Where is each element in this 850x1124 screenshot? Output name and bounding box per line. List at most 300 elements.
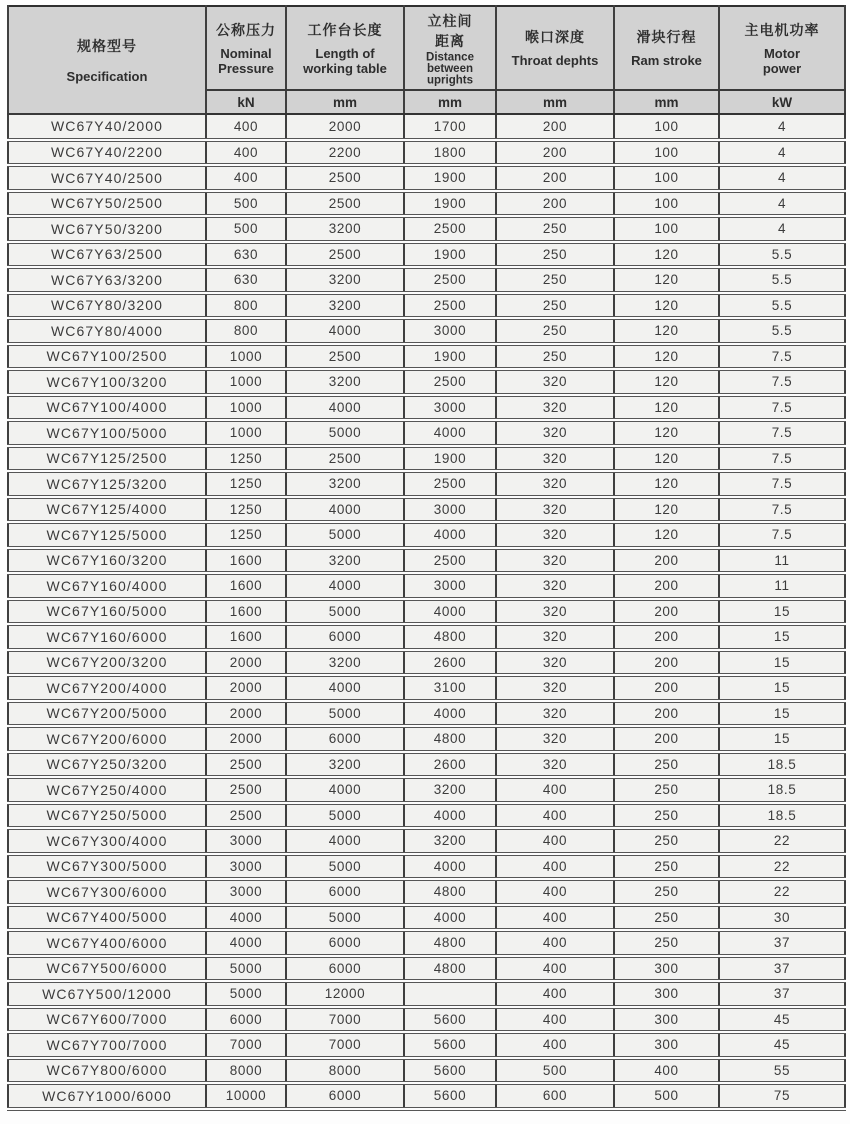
spec-model-cell: WC67Y200/4000 xyxy=(8,675,206,701)
value-cell: 400 xyxy=(496,981,614,1007)
value-cell: 100 xyxy=(614,216,719,242)
value-cell: 11 xyxy=(719,573,845,599)
value-cell: 200 xyxy=(496,140,614,166)
spec-model-cell: WC67Y100/2500 xyxy=(8,344,206,370)
value-cell: 1600 xyxy=(206,599,286,625)
table-row xyxy=(8,446,845,472)
table-row xyxy=(8,242,845,268)
value-cell: 7.5 xyxy=(719,369,845,395)
spec-model-cell: WC67Y40/2000 xyxy=(8,114,206,140)
value-cell: 3000 xyxy=(404,573,496,599)
unit-nominal-pressure: kN xyxy=(206,90,286,114)
value-cell: 320 xyxy=(496,471,614,497)
value-cell: 2500 xyxy=(286,344,404,370)
value-cell: 2500 xyxy=(206,777,286,803)
value-cell: 30 xyxy=(719,905,845,931)
value-cell: 400 xyxy=(496,956,614,982)
col-header-specification-cn: 规格型号 xyxy=(77,37,137,54)
value-cell: 5600 xyxy=(404,1058,496,1084)
value-cell: 5000 xyxy=(286,522,404,548)
table-row xyxy=(8,522,845,548)
spec-table xyxy=(7,5,846,1111)
value-cell: 3200 xyxy=(286,650,404,676)
value-cell: 4000 xyxy=(286,777,404,803)
table-row xyxy=(8,114,845,140)
value-cell: 1250 xyxy=(206,522,286,548)
value-cell: 400 xyxy=(496,879,614,905)
value-cell: 1600 xyxy=(206,624,286,650)
value-cell: 4000 xyxy=(404,522,496,548)
value-cell: 7000 xyxy=(206,1032,286,1058)
table-row xyxy=(8,548,845,574)
table-row xyxy=(8,191,845,217)
value-cell: 630 xyxy=(206,242,286,268)
spec-model-cell: WC67Y1000/6000 xyxy=(8,1083,206,1109)
value-cell: 3200 xyxy=(286,216,404,242)
value-cell: 4 xyxy=(719,191,845,217)
value-cell: 2500 xyxy=(404,293,496,319)
col-header-throat-depth xyxy=(496,6,614,90)
value-cell: 55 xyxy=(719,1058,845,1084)
value-cell: 4000 xyxy=(404,701,496,727)
col-header-table-length xyxy=(286,6,404,90)
value-cell: 400 xyxy=(206,114,286,140)
value-cell: 400 xyxy=(496,1007,614,1033)
spec-model-cell: WC67Y250/4000 xyxy=(8,777,206,803)
value-cell: 320 xyxy=(496,752,614,778)
value-cell: 7.5 xyxy=(719,497,845,523)
value-cell: 2500 xyxy=(286,165,404,191)
value-cell: 400 xyxy=(206,140,286,166)
spec-model-cell: WC67Y800/6000 xyxy=(8,1058,206,1084)
value-cell: 120 xyxy=(614,446,719,472)
value-cell: 5.5 xyxy=(719,242,845,268)
value-cell: 3000 xyxy=(404,497,496,523)
table-row xyxy=(8,344,845,370)
col-header-ram-stroke-cn: 滑块行程 xyxy=(636,29,697,46)
table-row xyxy=(8,726,845,752)
value-cell: 4 xyxy=(719,140,845,166)
value-cell: 18.5 xyxy=(719,803,845,829)
value-cell: 120 xyxy=(614,293,719,319)
value-cell: 500 xyxy=(206,191,286,217)
value-cell: 400 xyxy=(496,828,614,854)
value-cell: 600 xyxy=(496,1083,614,1109)
table-row xyxy=(8,1058,845,1084)
value-cell: 2600 xyxy=(404,752,496,778)
value-cell: 250 xyxy=(496,318,614,344)
col-header-specification-en: Specification xyxy=(66,68,148,84)
value-cell: 120 xyxy=(614,318,719,344)
col-header-motor-power xyxy=(719,6,845,90)
value-cell: 200 xyxy=(614,599,719,625)
spec-model-cell: WC67Y700/7000 xyxy=(8,1032,206,1058)
table-row xyxy=(8,1083,845,1109)
value-cell: 320 xyxy=(496,573,614,599)
value-cell: 2000 xyxy=(286,114,404,140)
value-cell: 500 xyxy=(206,216,286,242)
value-cell: 100 xyxy=(614,140,719,166)
value-cell: 3000 xyxy=(206,828,286,854)
value-cell: 320 xyxy=(496,675,614,701)
spec-model-cell: WC67Y400/5000 xyxy=(8,905,206,931)
value-cell: 1900 xyxy=(404,446,496,472)
value-cell: 7.5 xyxy=(719,344,845,370)
table-row xyxy=(8,395,845,421)
value-cell: 320 xyxy=(496,624,614,650)
table-row xyxy=(8,165,845,191)
value-cell: 4000 xyxy=(286,675,404,701)
unit-motor-power: kW xyxy=(719,90,845,114)
value-cell: 320 xyxy=(496,650,614,676)
value-cell: 250 xyxy=(496,267,614,293)
table-row xyxy=(8,318,845,344)
value-cell: 75 xyxy=(719,1083,845,1109)
value-cell: 6000 xyxy=(286,930,404,956)
value-cell: 1000 xyxy=(206,420,286,446)
spec-model-cell: WC67Y63/3200 xyxy=(8,267,206,293)
value-cell: 320 xyxy=(496,369,614,395)
value-cell: 4000 xyxy=(404,599,496,625)
table-row xyxy=(8,369,845,395)
header-row xyxy=(8,6,845,90)
value-cell: 7000 xyxy=(286,1032,404,1058)
value-cell: 4000 xyxy=(404,905,496,931)
unit-uprights-distance: mm xyxy=(404,90,496,114)
value-cell: 1900 xyxy=(404,242,496,268)
table-row xyxy=(8,624,845,650)
spec-model-cell: WC67Y40/2500 xyxy=(8,165,206,191)
value-cell: 500 xyxy=(614,1083,719,1109)
value-cell: 300 xyxy=(614,956,719,982)
value-cell: 2500 xyxy=(404,267,496,293)
value-cell: 120 xyxy=(614,497,719,523)
table-row xyxy=(8,293,845,319)
value-cell: 1900 xyxy=(404,191,496,217)
value-cell: 4000 xyxy=(286,318,404,344)
value-cell: 4000 xyxy=(286,573,404,599)
value-cell: 1600 xyxy=(206,548,286,574)
value-cell: 5000 xyxy=(206,981,286,1007)
value-cell: 4800 xyxy=(404,624,496,650)
spec-model-cell: WC67Y125/4000 xyxy=(8,497,206,523)
value-cell: 6000 xyxy=(286,879,404,905)
value-cell: 500 xyxy=(496,1058,614,1084)
table-row xyxy=(8,1032,845,1058)
value-cell: 400 xyxy=(206,165,286,191)
spec-model-cell: WC67Y200/6000 xyxy=(8,726,206,752)
table-row xyxy=(8,701,845,727)
value-cell: 1000 xyxy=(206,395,286,421)
col-header-uprights-distance xyxy=(404,6,496,90)
value-cell: 22 xyxy=(719,854,845,880)
value-cell: 15 xyxy=(719,675,845,701)
table-row xyxy=(8,1007,845,1033)
value-cell: 8000 xyxy=(206,1058,286,1084)
spec-model-cell: WC67Y160/3200 xyxy=(8,548,206,574)
col-header-uprights-distance-cn: 立柱间距离 xyxy=(427,12,473,49)
value-cell: 2500 xyxy=(404,216,496,242)
value-cell: 250 xyxy=(614,854,719,880)
value-cell: 4000 xyxy=(286,395,404,421)
spec-model-cell: WC67Y300/6000 xyxy=(8,879,206,905)
value-cell: 320 xyxy=(496,548,614,574)
spec-model-cell: WC67Y125/5000 xyxy=(8,522,206,548)
unit-throat-depth: mm xyxy=(496,90,614,114)
value-cell xyxy=(404,981,496,1007)
table-row xyxy=(8,675,845,701)
value-cell: 2200 xyxy=(286,140,404,166)
table-row xyxy=(8,497,845,523)
value-cell: 2500 xyxy=(206,752,286,778)
value-cell: 45 xyxy=(719,1032,845,1058)
value-cell: 3200 xyxy=(286,293,404,319)
value-cell: 12000 xyxy=(286,981,404,1007)
value-cell: 120 xyxy=(614,471,719,497)
col-header-ram-stroke-en: Ram stroke xyxy=(631,53,702,69)
value-cell: 5000 xyxy=(286,420,404,446)
col-header-motor-power-en: Motor power xyxy=(762,45,802,76)
value-cell: 11 xyxy=(719,548,845,574)
value-cell: 300 xyxy=(614,1032,719,1058)
value-cell: 2500 xyxy=(404,369,496,395)
value-cell: 250 xyxy=(496,242,614,268)
value-cell: 4 xyxy=(719,114,845,140)
value-cell: 10000 xyxy=(206,1083,286,1109)
value-cell: 3200 xyxy=(404,777,496,803)
value-cell: 400 xyxy=(614,1058,719,1084)
value-cell: 6000 xyxy=(286,726,404,752)
value-cell: 100 xyxy=(614,191,719,217)
value-cell: 3000 xyxy=(404,395,496,421)
value-cell: 400 xyxy=(496,803,614,829)
value-cell: 120 xyxy=(614,267,719,293)
value-cell: 250 xyxy=(614,879,719,905)
value-cell: 250 xyxy=(496,344,614,370)
value-cell: 400 xyxy=(496,905,614,931)
value-cell: 4800 xyxy=(404,930,496,956)
value-cell: 4800 xyxy=(404,956,496,982)
value-cell: 5000 xyxy=(286,905,404,931)
col-header-nominal-pressure-en: Nominal Pressure xyxy=(218,45,274,76)
value-cell: 400 xyxy=(496,854,614,880)
value-cell: 320 xyxy=(496,599,614,625)
value-cell: 5.5 xyxy=(719,293,845,319)
value-cell: 37 xyxy=(719,981,845,1007)
value-cell: 4 xyxy=(719,216,845,242)
spec-model-cell: WC67Y50/2500 xyxy=(8,191,206,217)
value-cell: 7.5 xyxy=(719,420,845,446)
value-cell: 5000 xyxy=(286,701,404,727)
value-cell: 1600 xyxy=(206,573,286,599)
value-cell: 2500 xyxy=(286,242,404,268)
value-cell: 2500 xyxy=(286,446,404,472)
value-cell: 5600 xyxy=(404,1007,496,1033)
spec-model-cell: WC67Y600/7000 xyxy=(8,1007,206,1033)
spec-model-cell: WC67Y63/2500 xyxy=(8,242,206,268)
value-cell: 320 xyxy=(496,726,614,752)
value-cell: 120 xyxy=(614,395,719,421)
spec-model-cell: WC67Y160/6000 xyxy=(8,624,206,650)
value-cell: 1000 xyxy=(206,344,286,370)
value-cell: 200 xyxy=(496,114,614,140)
value-cell: 3200 xyxy=(286,752,404,778)
value-cell: 3200 xyxy=(286,369,404,395)
value-cell: 15 xyxy=(719,726,845,752)
table-row xyxy=(8,854,845,880)
value-cell: 4000 xyxy=(404,803,496,829)
value-cell: 250 xyxy=(614,828,719,854)
col-header-specification xyxy=(8,6,206,114)
value-cell: 5000 xyxy=(286,599,404,625)
value-cell: 320 xyxy=(496,522,614,548)
spec-model-cell: WC67Y160/4000 xyxy=(8,573,206,599)
table-row xyxy=(8,140,845,166)
spec-model-cell: WC67Y100/5000 xyxy=(8,420,206,446)
value-cell: 6000 xyxy=(286,956,404,982)
value-cell: 2500 xyxy=(206,803,286,829)
value-cell: 2500 xyxy=(286,191,404,217)
value-cell: 2500 xyxy=(404,548,496,574)
col-header-uprights-distance-en: Distance between uprights xyxy=(426,50,474,87)
value-cell: 5000 xyxy=(206,956,286,982)
value-cell: 100 xyxy=(614,165,719,191)
value-cell: 4000 xyxy=(286,497,404,523)
value-cell: 320 xyxy=(496,395,614,421)
value-cell: 250 xyxy=(614,803,719,829)
value-cell: 250 xyxy=(496,216,614,242)
value-cell: 320 xyxy=(496,446,614,472)
value-cell: 250 xyxy=(496,293,614,319)
value-cell: 320 xyxy=(496,420,614,446)
value-cell: 2000 xyxy=(206,726,286,752)
value-cell: 15 xyxy=(719,701,845,727)
value-cell: 320 xyxy=(496,701,614,727)
value-cell: 5.5 xyxy=(719,318,845,344)
value-cell: 5000 xyxy=(286,803,404,829)
value-cell: 37 xyxy=(719,956,845,982)
table-row xyxy=(8,216,845,242)
value-cell: 22 xyxy=(719,828,845,854)
value-cell: 5600 xyxy=(404,1083,496,1109)
value-cell: 120 xyxy=(614,522,719,548)
value-cell: 1900 xyxy=(404,344,496,370)
spec-model-cell: WC67Y50/3200 xyxy=(8,216,206,242)
spec-model-cell: WC67Y160/5000 xyxy=(8,599,206,625)
col-header-ram-stroke xyxy=(614,6,719,90)
table-row xyxy=(8,803,845,829)
table-row xyxy=(8,828,845,854)
table-row xyxy=(8,930,845,956)
spec-table-body xyxy=(8,114,845,1109)
value-cell: 1800 xyxy=(404,140,496,166)
table-row xyxy=(8,650,845,676)
value-cell: 400 xyxy=(496,1032,614,1058)
value-cell: 200 xyxy=(614,624,719,650)
value-cell: 2000 xyxy=(206,675,286,701)
value-cell: 5000 xyxy=(286,854,404,880)
value-cell: 100 xyxy=(614,114,719,140)
value-cell: 18.5 xyxy=(719,777,845,803)
value-cell: 3000 xyxy=(404,318,496,344)
value-cell: 15 xyxy=(719,624,845,650)
value-cell: 6000 xyxy=(286,1083,404,1109)
value-cell: 4000 xyxy=(404,854,496,880)
value-cell: 5.5 xyxy=(719,267,845,293)
value-cell: 1250 xyxy=(206,497,286,523)
spec-model-cell: WC67Y500/6000 xyxy=(8,956,206,982)
value-cell: 4000 xyxy=(206,930,286,956)
spec-model-cell: WC67Y40/2200 xyxy=(8,140,206,166)
value-cell: 250 xyxy=(614,930,719,956)
value-cell: 800 xyxy=(206,293,286,319)
value-cell: 250 xyxy=(614,905,719,931)
value-cell: 3100 xyxy=(404,675,496,701)
value-cell: 250 xyxy=(614,752,719,778)
value-cell: 7.5 xyxy=(719,446,845,472)
value-cell: 3200 xyxy=(404,828,496,854)
table-row xyxy=(8,471,845,497)
value-cell: 200 xyxy=(614,573,719,599)
value-cell: 37 xyxy=(719,930,845,956)
value-cell: 6000 xyxy=(286,624,404,650)
value-cell: 1000 xyxy=(206,369,286,395)
value-cell: 630 xyxy=(206,267,286,293)
table-row xyxy=(8,420,845,446)
spec-model-cell: WC67Y125/2500 xyxy=(8,446,206,472)
col-header-table-length-en: Length of working table xyxy=(303,45,387,76)
value-cell: 250 xyxy=(614,777,719,803)
value-cell: 200 xyxy=(614,675,719,701)
value-cell: 2500 xyxy=(404,471,496,497)
value-cell: 3000 xyxy=(206,879,286,905)
value-cell: 120 xyxy=(614,344,719,370)
spec-model-cell: WC67Y80/3200 xyxy=(8,293,206,319)
value-cell: 400 xyxy=(496,777,614,803)
spec-table-header xyxy=(8,6,845,114)
value-cell: 4000 xyxy=(286,828,404,854)
value-cell: 1900 xyxy=(404,165,496,191)
spec-model-cell: WC67Y200/3200 xyxy=(8,650,206,676)
spec-model-cell: WC67Y500/12000 xyxy=(8,981,206,1007)
value-cell: 7.5 xyxy=(719,471,845,497)
col-header-motor-power-cn: 主电机功率 xyxy=(744,21,820,38)
unit-table-length: mm xyxy=(286,90,404,114)
value-cell: 2000 xyxy=(206,701,286,727)
value-cell: 7000 xyxy=(286,1007,404,1033)
value-cell: 120 xyxy=(614,420,719,446)
col-header-table-length-cn: 工作台长度 xyxy=(307,21,383,38)
spec-model-cell: WC67Y300/5000 xyxy=(8,854,206,880)
value-cell: 200 xyxy=(614,650,719,676)
value-cell: 22 xyxy=(719,879,845,905)
value-cell: 200 xyxy=(614,701,719,727)
spec-model-cell: WC67Y125/3200 xyxy=(8,471,206,497)
value-cell: 4000 xyxy=(206,905,286,931)
value-cell: 4 xyxy=(719,165,845,191)
value-cell: 1250 xyxy=(206,446,286,472)
value-cell: 5600 xyxy=(404,1032,496,1058)
spec-model-cell: WC67Y300/4000 xyxy=(8,828,206,854)
spec-model-cell: WC67Y250/3200 xyxy=(8,752,206,778)
value-cell: 6000 xyxy=(206,1007,286,1033)
value-cell: 3200 xyxy=(286,471,404,497)
value-cell: 3200 xyxy=(286,548,404,574)
value-cell: 8000 xyxy=(286,1058,404,1084)
table-row xyxy=(8,879,845,905)
table-row xyxy=(8,599,845,625)
value-cell: 300 xyxy=(614,981,719,1007)
